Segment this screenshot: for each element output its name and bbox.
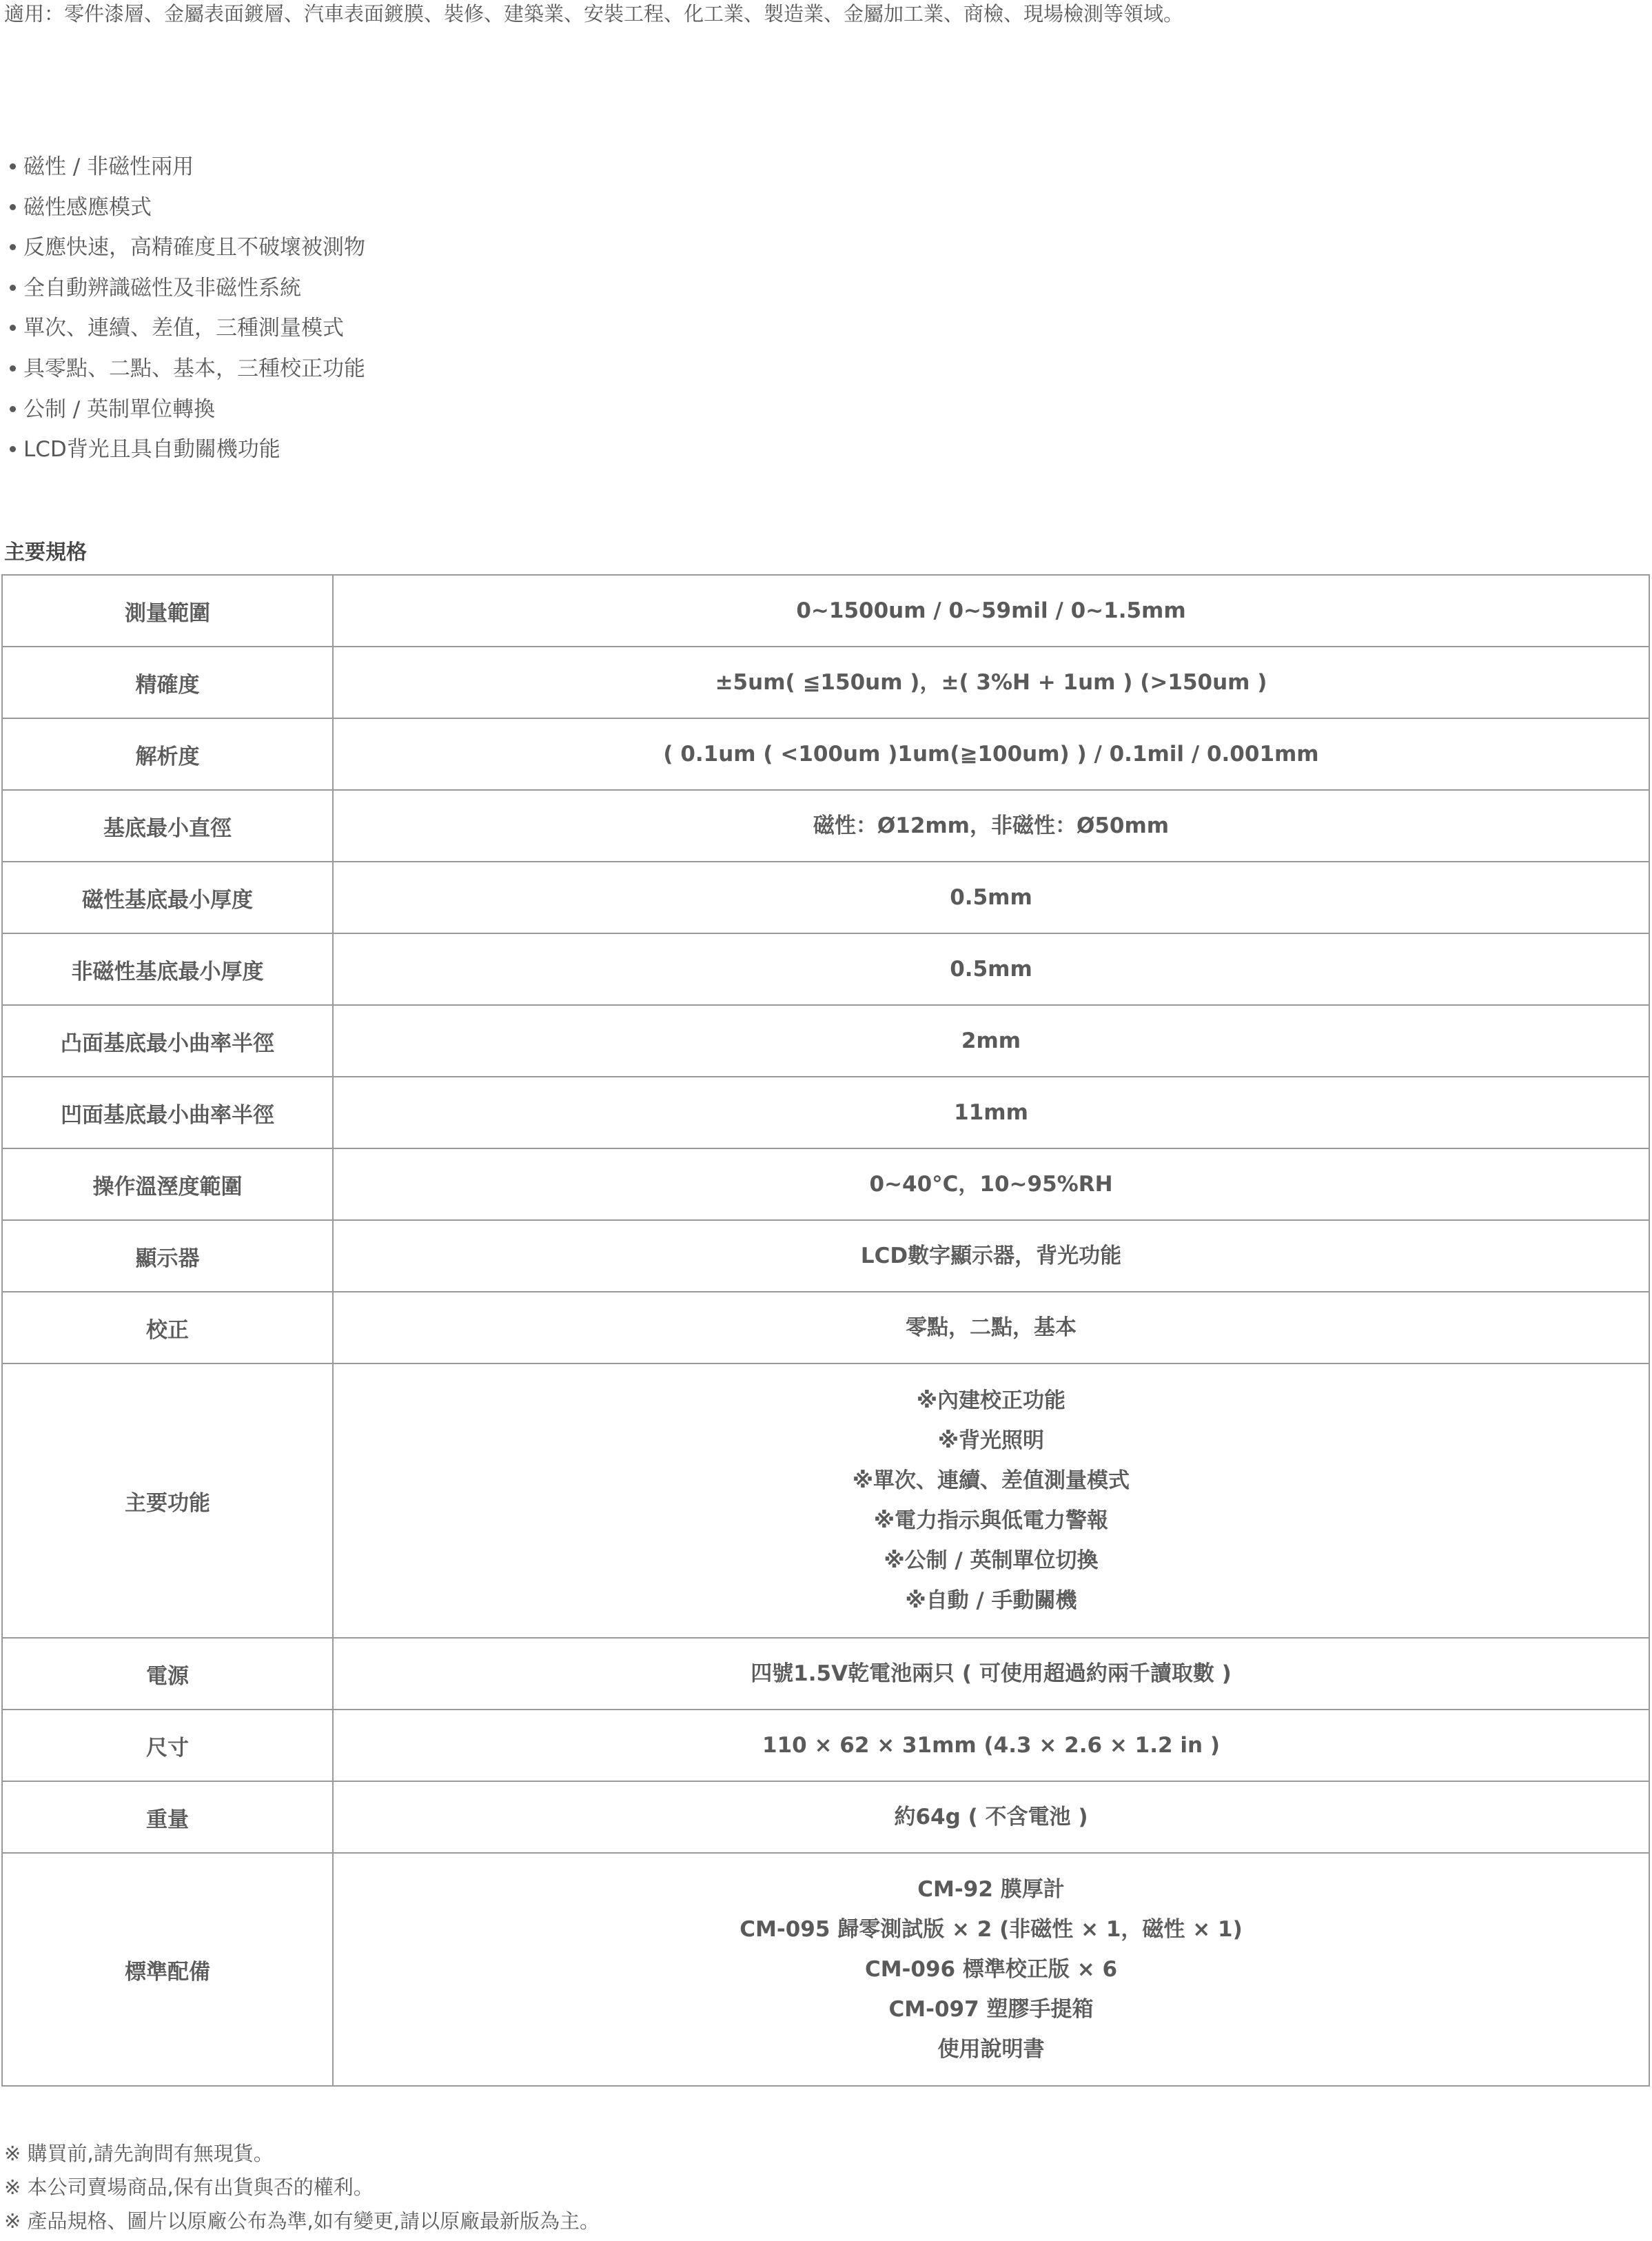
spec-value-line: 0~1500um / 0~59mil / 0~1.5mm [796,598,1186,623]
spec-value-line: 110 × 62 × 31mm (4.3 × 2.6 × 1.2 in ) [762,1733,1220,1758]
spec-value-line: 11mm [954,1100,1028,1125]
spec-label: 精確度 [2,647,333,718]
spec-section-title: 主要規格 [4,540,87,565]
spec-value-line: CM-92 膜厚計 [917,1877,1065,1902]
notes [4,2137,600,2238]
spec-value-line: 0~40°C，10~95%RH [869,1172,1113,1197]
spec-row [2,1853,1649,2086]
spec-value-line: 0.5mm [950,957,1032,982]
spec-value-line: CM-096 標準校正版 × 6 [864,1957,1118,1982]
feature-item [10,352,365,393]
spec-value [333,790,1649,862]
spec-value-line: ※自動 / 手動關機 [905,1588,1077,1613]
spec-label: 電源 [2,1638,333,1710]
spec-label: 凸面基底最小曲率半徑 [2,1005,333,1077]
spec-label: 校正 [2,1292,333,1363]
spec-value-line: 2mm [961,1028,1021,1053]
spec-label: 重量 [2,1781,333,1853]
feature-text: LCD背光且具自動關機功能 [23,437,281,463]
spec-value-line: ※單次、連續、差值測量模式 [852,1468,1130,1493]
bullet-icon [10,325,16,331]
spec-label: 基底最小直徑 [2,790,333,862]
spec-value [333,1781,1649,1853]
spec-row [2,1292,1649,1363]
spec-row [2,1077,1649,1148]
spec-value [333,1005,1649,1077]
spec-label: 顯示器 [2,1220,333,1292]
spec-label: 主要功能 [2,1363,333,1638]
spec-value [333,933,1649,1005]
feature-text: 公制 / 英制單位轉換 [23,396,216,422]
spec-value-line: 磁性：Ø12mm，非磁性：Ø50mm [813,813,1170,838]
spec-value-line: 0.5mm [950,885,1032,910]
spec-value-line: 零點，二點，基本 [906,1315,1077,1340]
spec-value-line: 四號1.5V乾電池兩只 ( 可使用超過約兩千讀取數 ) [751,1661,1232,1686]
feature-text: 具零點、二點、基本，三種校正功能 [23,356,365,381]
spec-value [333,647,1649,718]
spec-value-line: LCD數字顯示器，背光功能 [860,1244,1122,1268]
spec-value-line: ※內建校正功能 [916,1388,1066,1413]
feature-text: 反應快速，高精確度且不破壞被測物 [23,235,365,261]
spec-value [333,1292,1649,1363]
spec-value [333,1148,1649,1220]
spec-row [2,1220,1649,1292]
bullet-icon [10,204,16,210]
spec-value-line: ±5um( ≦150um )，±( 3%H + 1um ) (>150um ) [715,670,1267,695]
spec-value-line: ※電力指示與低電力警報 [873,1508,1109,1533]
feature-text: 磁性感應模式 [23,194,152,220]
spec-value [333,1077,1649,1148]
spec-label: 磁性基底最小厚度 [2,862,333,933]
spec-value [333,862,1649,933]
spec-row [2,1363,1649,1638]
feature-item [10,312,365,352]
spec-row [2,1005,1649,1077]
spec-value [333,1638,1649,1710]
spec-label: 標準配備 [2,1853,333,2086]
spec-row [2,1638,1649,1710]
spec-value-line: ( 0.1um ( <100um )1um(≧100um) ) / 0.1mil / 0.001mm [663,742,1319,767]
feature-item [10,393,365,434]
bullet-icon [10,285,16,291]
note-line: ※ 本公司賣場商品,保有出貨與否的權利。 [4,2176,374,2199]
feature-text: 磁性 / 非磁性兩用 [23,154,194,179]
spec-row [2,790,1649,862]
feature-item [10,433,365,474]
spec-label: 操作溫溼度範圍 [2,1148,333,1220]
spec-row [2,575,1649,647]
spec-value-line: ※公制 / 英制單位切換 [884,1548,1099,1573]
spec-label: 測量範圍 [2,575,333,647]
spec-value [333,1853,1649,2086]
spec-row [2,1710,1649,1781]
spec-value-line: CM-095 歸零測試版 × 2 (非磁性 × 1，磁性 × 1) [740,1917,1243,1942]
spec-row [2,647,1649,718]
spec-value [333,718,1649,790]
feature-text: 單次、連續、差值，三種測量模式 [23,316,344,341]
spec-row [2,718,1649,790]
spec-value-line: 使用說明書 [937,2037,1045,2062]
bullet-icon [10,163,16,170]
spec-table [1,574,1650,2087]
spec-value [333,1710,1649,1781]
intro-text: 適用：零件漆層、金屬表面鍍層、汽車表面鍍膜、裝修、建築業、安裝工程、化工業、製造業、金屬加工業、商檢、現場檢測等領域。 [4,2,1184,26]
spec-value [333,1363,1649,1638]
feature-item [10,191,365,232]
feature-item [10,231,365,272]
spec-value [333,575,1649,647]
spec-row [2,1148,1649,1220]
note-line: ※ 產品規格、圖片以原廠公布為準,如有變更,請以原廠最新版為主。 [4,2209,600,2233]
feature-list [10,150,365,474]
spec-value-line: ※背光照明 [937,1428,1045,1453]
note-line: ※ 購買前,請先詢問有無現貨。 [4,2142,274,2165]
bullet-icon [10,406,16,412]
spec-value [333,1220,1649,1292]
spec-row [2,862,1649,933]
spec-label: 尺寸 [2,1710,333,1781]
feature-text: 全自動辨識磁性及非磁性系統 [23,275,301,301]
bullet-icon [10,365,16,372]
spec-row [2,1781,1649,1853]
feature-item [10,150,365,191]
spec-row [2,933,1649,1005]
spec-label: 非磁性基底最小厚度 [2,933,333,1005]
spec-label: 凹面基底最小曲率半徑 [2,1077,333,1148]
spec-value-line: 約64g ( 不含電池 ) [894,1805,1088,1829]
bullet-icon [10,446,16,452]
bullet-icon [10,244,16,250]
spec-label: 解析度 [2,718,333,790]
feature-item [10,272,365,312]
spec-value-line: CM-097 塑膠手提箱 [888,1997,1094,2022]
